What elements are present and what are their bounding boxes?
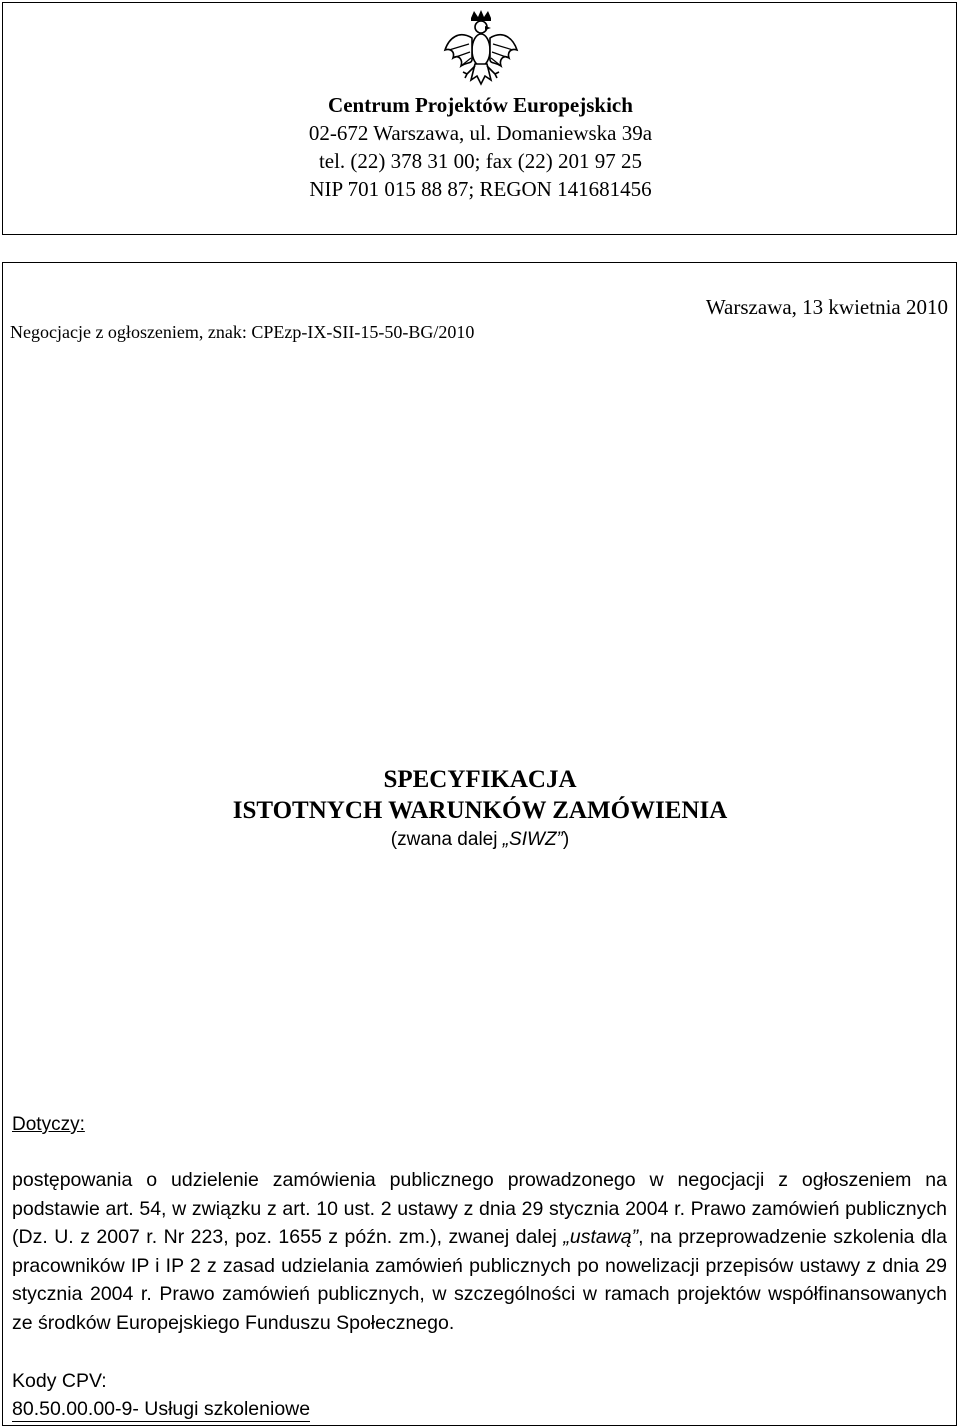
header-box bbox=[2, 2, 957, 235]
organization-contact: tel. (22) 378 31 00; fax (22) 201 97 25 bbox=[318, 149, 643, 173]
organization-ids: NIP 701 015 88 87; REGON 141681456 bbox=[309, 177, 652, 201]
document-subtitle bbox=[0, 829, 960, 851]
body-text-term: „ustawą” bbox=[563, 1226, 639, 1249]
body-text-part-1: postępowania o udzielenie zamówienia publicznego prowadzonego w negocjacji z ogłoszeniem na podstawie art. 54, w związku z art. 10 ust. 2 ustawy z dnia 29 stycznia 2004 r. Prawo zamówień publicznych (Dz. U. z 2007 r. Nr 223, poz. 1655 z późn. zm.), zwanej dalej bbox=[12, 1169, 947, 1249]
reference-number: Negocjacje z ogłoszeniem, znak: CPEzp-IX-SII-15-50-BG/2010 bbox=[10, 322, 475, 342]
cpv-value: 80.50.00.00-9- Usługi szkoleniowe bbox=[12, 1398, 311, 1420]
cpv-label: Kody CPV: bbox=[12, 1370, 107, 1392]
organization-name: Centrum Projektów Europejskich bbox=[328, 93, 633, 117]
document-date: Warszawa, 13 kwietnia 2010 bbox=[705, 295, 948, 319]
title-line-2: ISTOTNYCH WARUNKÓW ZAMÓWIENIA bbox=[232, 797, 728, 824]
document-title bbox=[0, 764, 960, 826]
body-paragraph bbox=[12, 1166, 947, 1338]
polish-eagle-emblem-icon bbox=[441, 8, 521, 96]
header-text bbox=[3, 91, 958, 203]
subtitle-term: „SIWZ” bbox=[502, 829, 563, 850]
organization-address: 02-672 Warszawa, ul. Domaniewska 39a bbox=[308, 121, 653, 145]
subtitle-suffix: ) bbox=[562, 829, 570, 850]
body-text-part-2: , na przeprowadzenie szkolenia dla pracowników IP i IP 2 z zasad udzielania zamówień publicznych po nowelizacji przepisów ustawy z dnia 29 stycznia 2004 r. Prawo zamówień publicznych, w szczególności w ramach projektów współfinansowanych ze środków Europejskiego Funduszu Społecznego. bbox=[12, 1226, 948, 1334]
subtitle-prefix: (zwana dalej bbox=[390, 829, 503, 850]
section-heading-dotyczy: Dotyczy: bbox=[12, 1114, 85, 1135]
title-line-1: SPECYFIKACJA bbox=[383, 766, 577, 793]
